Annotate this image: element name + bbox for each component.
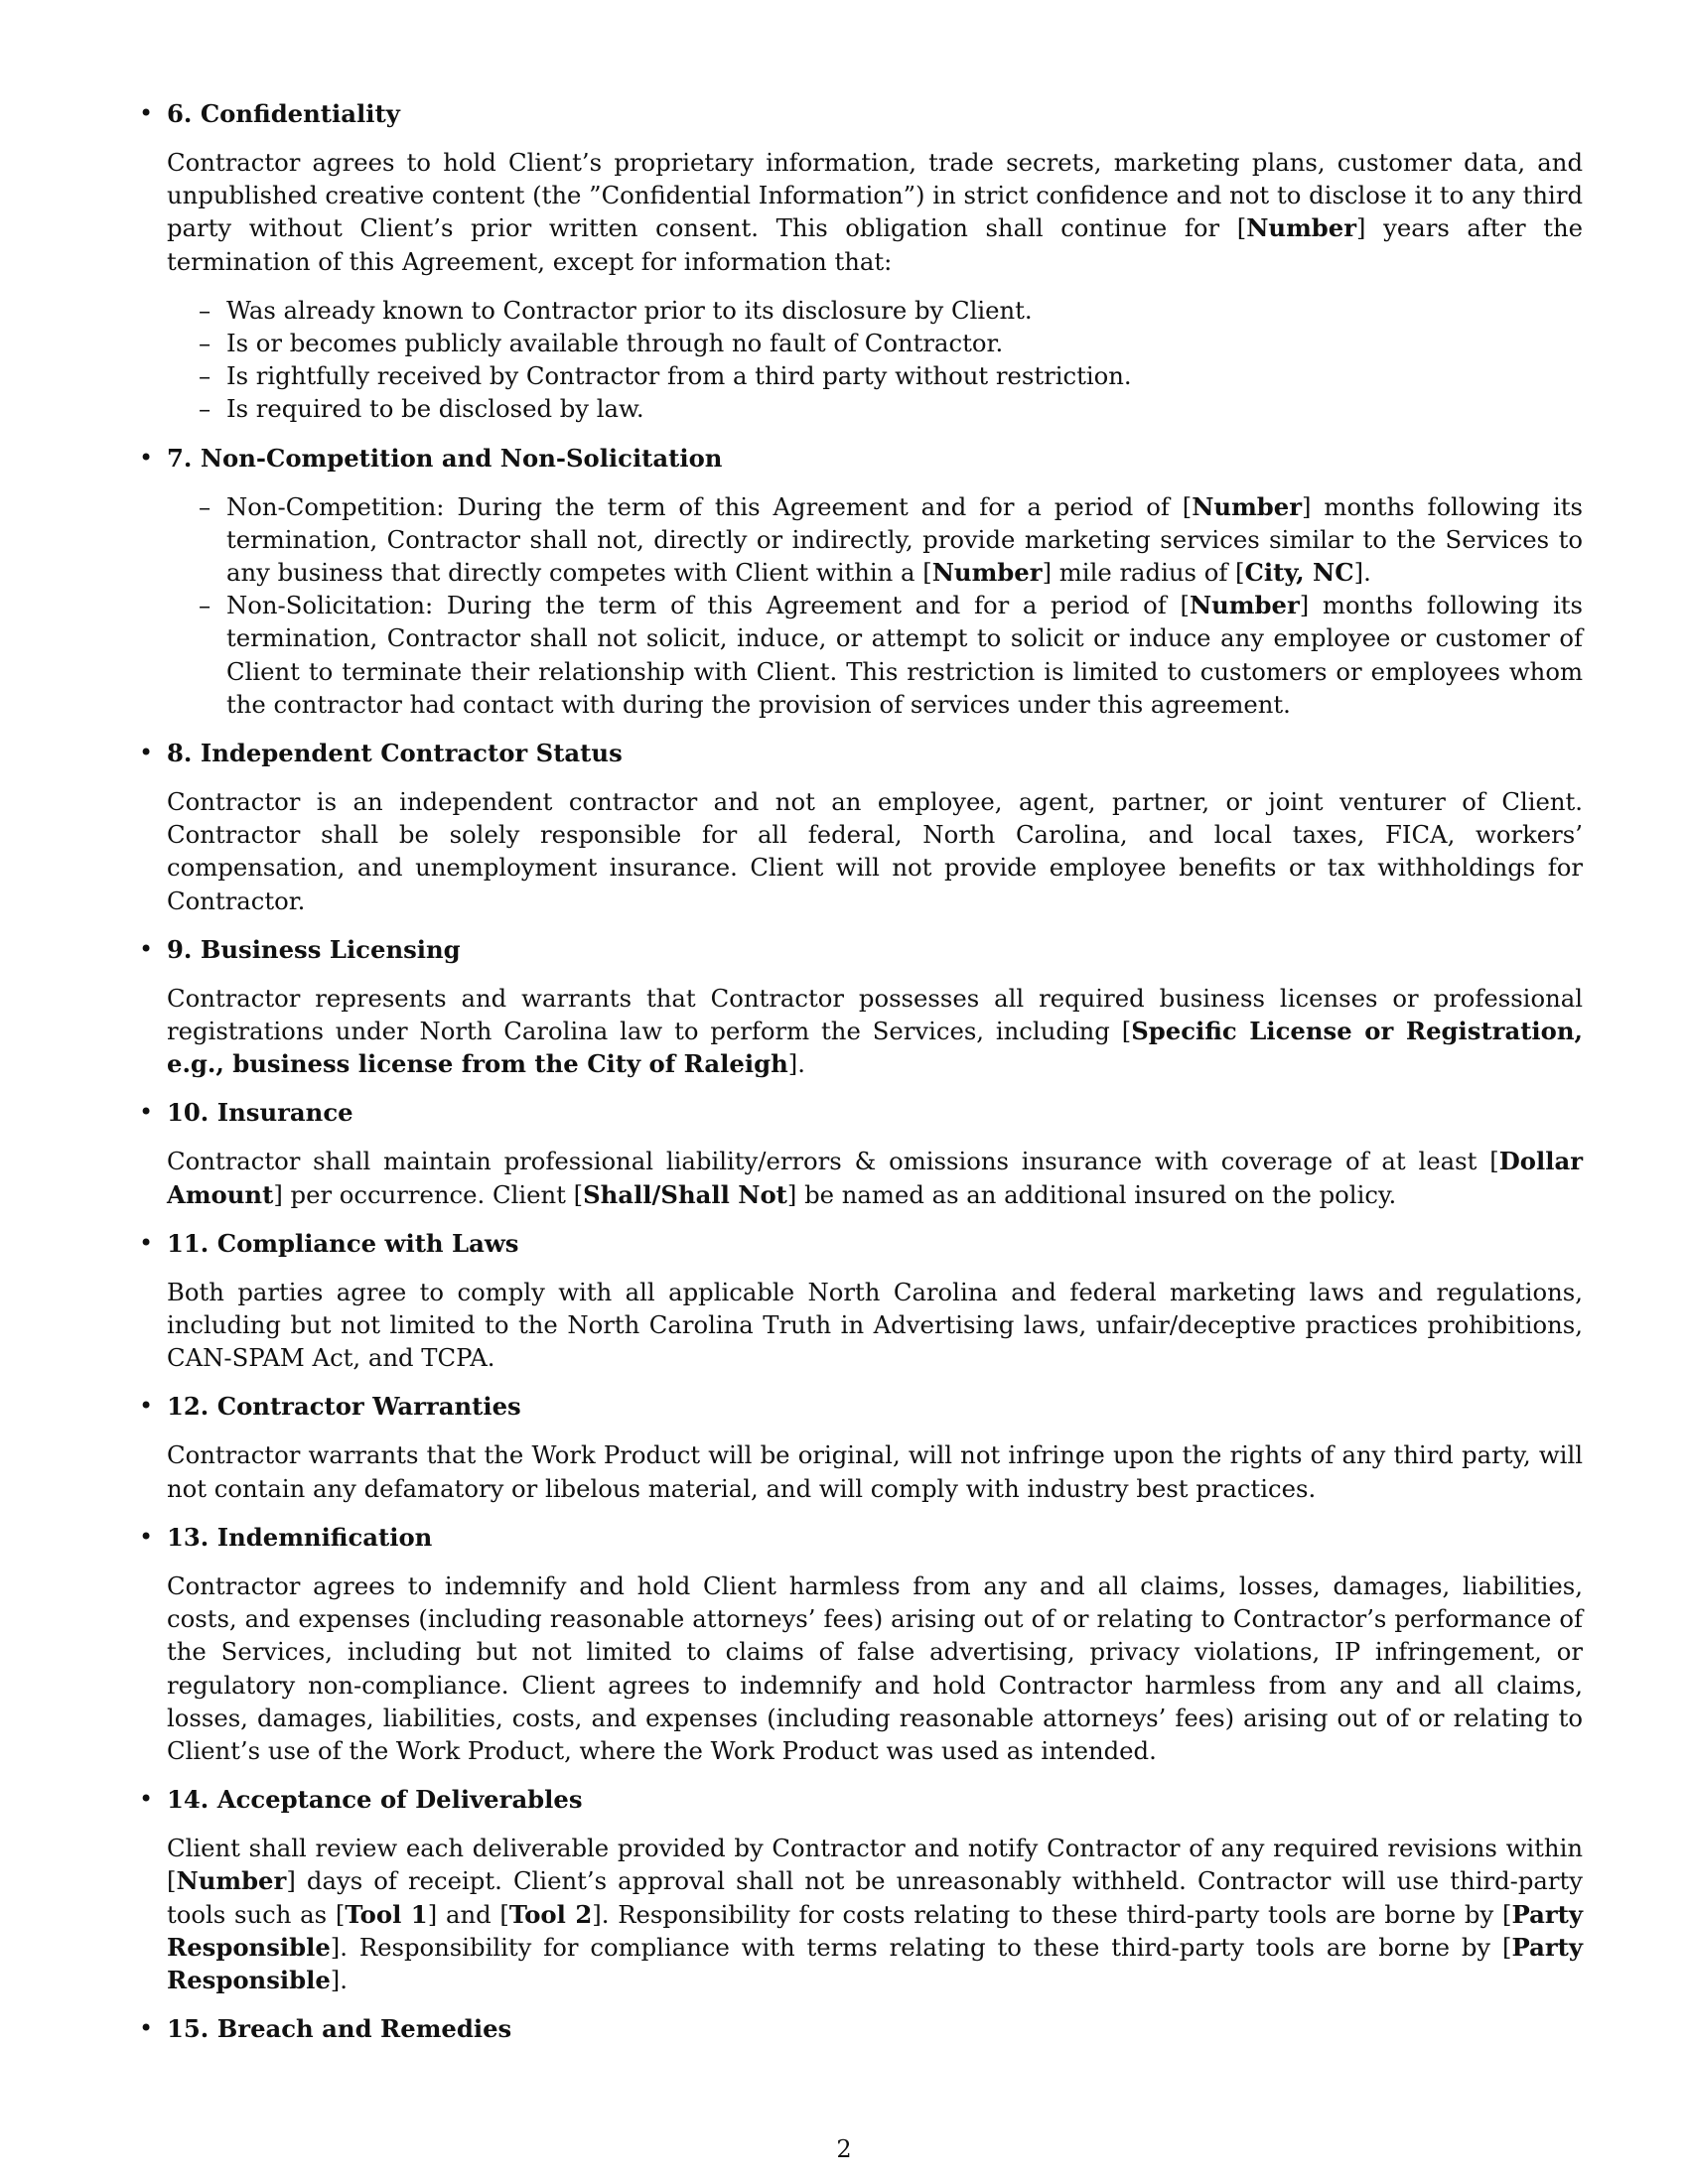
page-number: 2 <box>836 2135 852 2163</box>
list-item: – Is or becomes publicly available through no fault of Contractor. <box>199 329 1004 358</box>
section-paragraph: Contractor shall maintain professional liability/errors & omissions insurance with coverage of at least [Dollar Amount] per occurrence. Client [Shall/Shall Not] be named as an additional insured on the policy. <box>167 1147 1583 1209</box>
section-paragraph: Contractor is an independent contractor and not an employee, agent, partner, or joint venturer of Client. Contractor shall be solely responsible for all federal, North Carolina, and local taxes, FICA, workers’ compensation, and unemployment insurance. Client will not provide employee benefits or tax withholdings for Contractor. <box>167 787 1583 915</box>
section-non-competition <box>139 442 1583 721</box>
bullet-icon: • <box>139 99 154 127</box>
section-paragraph: Both parties agree to comply with all applicable North Carolina and federal marketing laws and regulations, including but not limited to the North Carolina Truth in Advertising laws, unfair/deceptive practices prohibitions, CAN-SPAM Act, and TCPA. <box>167 1277 1583 1373</box>
bullet-icon: • <box>139 1228 154 1257</box>
bullet-icon: • <box>139 443 154 472</box>
section-paragraph: Client shall review each deliverable provided by Contractor and notify Contractor of any required revisions within [Number] days of receipt. Client’s approval shall not be unreasonably withheld. Contractor will use third-party tools such as [Tool 1] and [Tool 2]. Responsibility for costs relating to these third-party tools are borne by [Party Responsible]. Responsibility for compliance with terms relating to these third-party tools are borne by [Party Responsible]. <box>167 1834 1583 1994</box>
section-warranties <box>139 1390 1583 1504</box>
section-paragraph: Contractor agrees to hold Client’s proprietary information, trade secrets, marketing plans, customer data, and unpublished creative content (the ”Confidential Information”) in strict confidence and not to disclose it to any third party without Client’s prior written consent. This obligation shall continue for [Number] years after the termination of this Agreement, except for information that: <box>167 148 1584 276</box>
section-insurance <box>139 1096 1583 1210</box>
section-paragraph: Contractor warrants that the Work Product will be original, will not infringe upon the rights of any third party, will not contain any defamatory or libelous material, and will comply with industry best practices. <box>167 1440 1583 1503</box>
list-item: – Was already known to Contractor prior to its disclosure by Client. <box>199 295 1033 325</box>
section-indemnification <box>139 1521 1583 1767</box>
section-heading: 13. Indemnification <box>167 1522 433 1552</box>
bullet-icon: • <box>139 1098 154 1127</box>
bullet-icon: • <box>139 1785 154 1814</box>
document-body <box>139 97 1584 2045</box>
section-independent-contractor <box>139 737 1583 917</box>
section-heading: 11. Compliance with Laws <box>167 1228 519 1258</box>
section-heading: 15. Breach and Remedies <box>167 2014 512 2044</box>
section-breach <box>139 2012 1583 2045</box>
section-heading: 6. Confidentiality <box>167 99 400 128</box>
bullet-icon: • <box>139 1522 154 1551</box>
restrictions-list <box>167 490 1583 721</box>
section-heading: 14. Acceptance of Deliverables <box>167 1785 583 1815</box>
list-item: – Is rightfully received by Contractor from a third party without restriction. <box>199 361 1132 391</box>
list-item-non-solicitation: – Non-Solicitation: During the term of this Agreement and for a period of [Number] months following its termination, Contractor shall not solicit, induce, or attempt to solicit or induce any employee or customer of Client to terminate their relationship with Client. This restriction is limited to customers or employees whom the contractor had contact with during the provision of services under this agreement. <box>199 591 1583 719</box>
section-heading: 8. Independent Contractor Status <box>167 739 623 768</box>
section-heading: 10. Insurance <box>167 1098 353 1128</box>
bullet-icon: • <box>139 934 154 963</box>
section-heading: 9. Business Licensing <box>167 934 461 964</box>
section-heading: 7. Non-Competition and Non-Solicitation <box>167 443 723 473</box>
bullet-icon: • <box>139 1392 154 1421</box>
section-confidentiality <box>139 97 1584 426</box>
list-item-non-competition: – Non-Competition: During the term of this Agreement and for a period of [Number] months following its termination, Contractor shall not, directly or indirectly, provide marketing services similar to the Services to any business that directly competes with Client within a [Number] mile radius of [City, NC]. <box>199 491 1583 588</box>
section-paragraph: Contractor represents and warrants that Contractor possesses all required business licenses or professional registrations under North Carolina law to perform the Services, including [Specific License or Registration, e.g., business license from the City of Raleigh]. <box>167 983 1583 1079</box>
list-item: – Is required to be disclosed by law. <box>199 394 644 424</box>
exceptions-list <box>167 294 1583 426</box>
section-paragraph: Contractor agrees to indemnify and hold Client harmless from any and all claims, losses, damages, liabilities, costs, and expenses (including reasonable attorneys’ fees) arising out of or relating to Contractor’s performance of the Services, including but not limited to claims of false advertising, privacy violations, IP infringement, or regulatory non-compliance. Client agrees to indemnify and hold Contractor harmless from any and all claims, losses, damages, liabilities, costs, and expenses (including reasonable attorneys’ fees) arising out of or relating to Client’s use of the Work Product, where the Work Product was used as intended. <box>167 1570 1583 1765</box>
section-heading: 12. Contractor Warranties <box>167 1392 521 1422</box>
bullet-icon: • <box>139 739 154 767</box>
bullet-icon: • <box>139 2014 154 2043</box>
section-compliance <box>139 1227 1583 1375</box>
section-acceptance <box>139 1783 1583 1996</box>
section-business-licensing <box>139 933 1583 1081</box>
